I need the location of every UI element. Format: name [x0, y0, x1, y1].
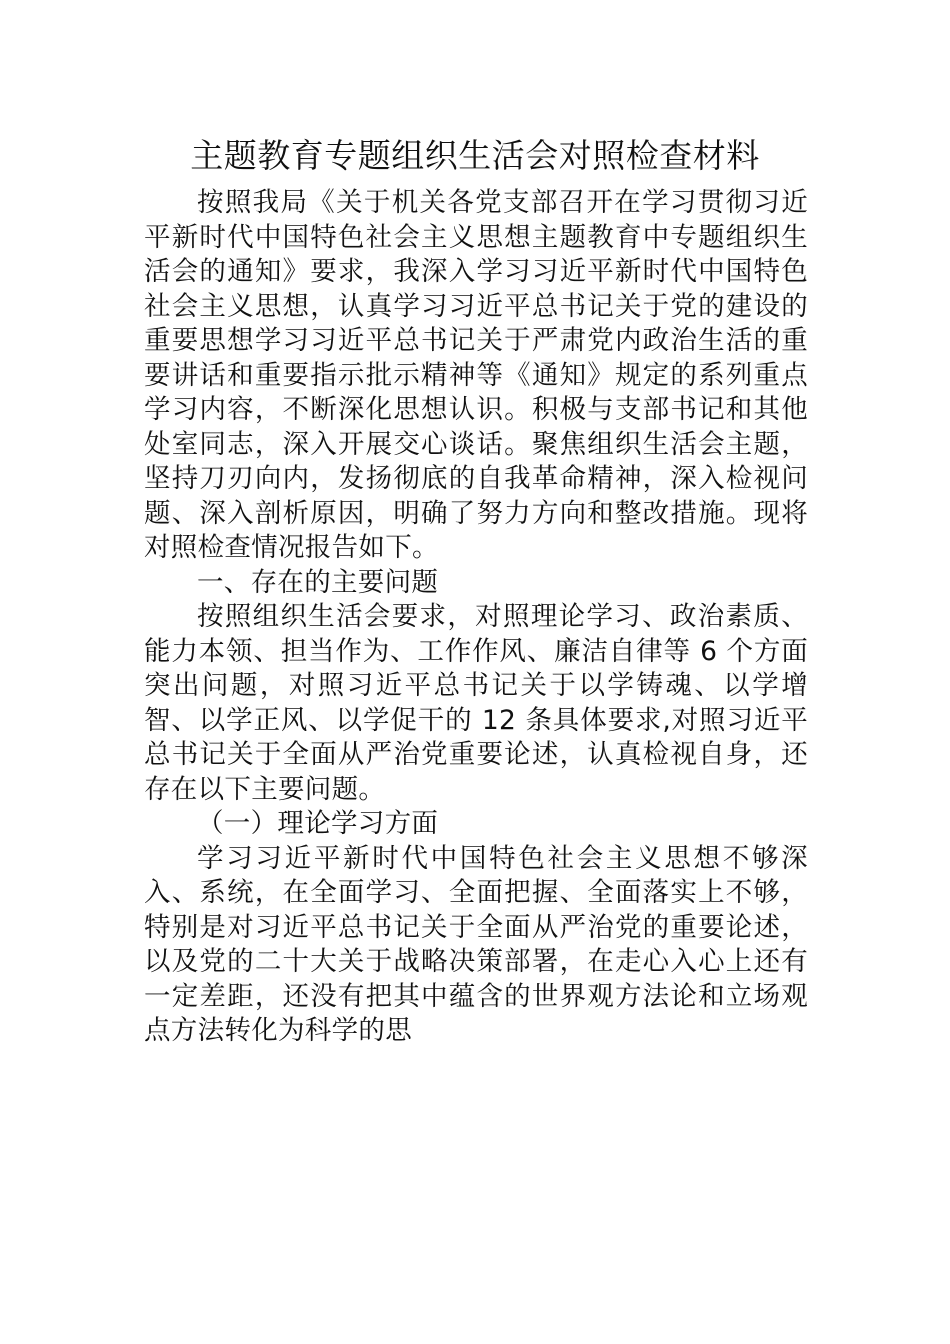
document-body [144, 186, 808, 1049]
section-heading-main-problems: 一、存在的主要问题 [197, 566, 439, 598]
document-title: 主题教育专题组织生活会对照检查材料 [190, 136, 760, 175]
problems-overview-paragraph: 按照组织生活会要求，对照理论学习、政治素质、能力本领、担当作为、工作作风、廉洁自律等 6 个方面突出问题，对照习近平总书记关于以学铸魂、以学增智、以学正风、以学促干的 12 条具体要求,对照习近平总书记关于全面从严治党重要论述，认真检视自身，还存在以下主要问题。 [144, 601, 808, 805]
theory-study-paragraph: 学习习近平新时代中国特色社会主义思想不够深入、系统，在全面学习、全面把握、全面落实上不够，特别是对习近平总书记关于全面从严治党的重要论述，以及党的二十大关于战略决策部署，在走心入心上还有一定差距，还没有把其中蕴含的世界观方法论和立场观点方法转化为科学的思 [144, 842, 808, 1046]
subsection-heading-theory-study: （一）理论学习方面 [197, 808, 439, 839]
intro-paragraph: 按照我局《关于机关各党支部召开在学习贯彻习近平新时代中国特色社会主义思想主题教育中专题组织生活会的通知》要求，我深入学习习近平新时代中国特色社会主义思想，认真学习习近平总书记关于党的建设的重要思想学习习近平总书记关于严肃党内政治生活的重要讲话和重要指示批示精神等《通知》规定的系列重点学习内容，不断深化思想认识。积极与支部书记和其他处室同志，深入开展交心谈话。聚焦组织生活会主题，坚持刀刃向内，发扬彻底的自我革命精神，深入检视问题、深入剖析原因，明确了努力方向和整改措施。现将对照检查情况报告如下。 [144, 187, 808, 563]
